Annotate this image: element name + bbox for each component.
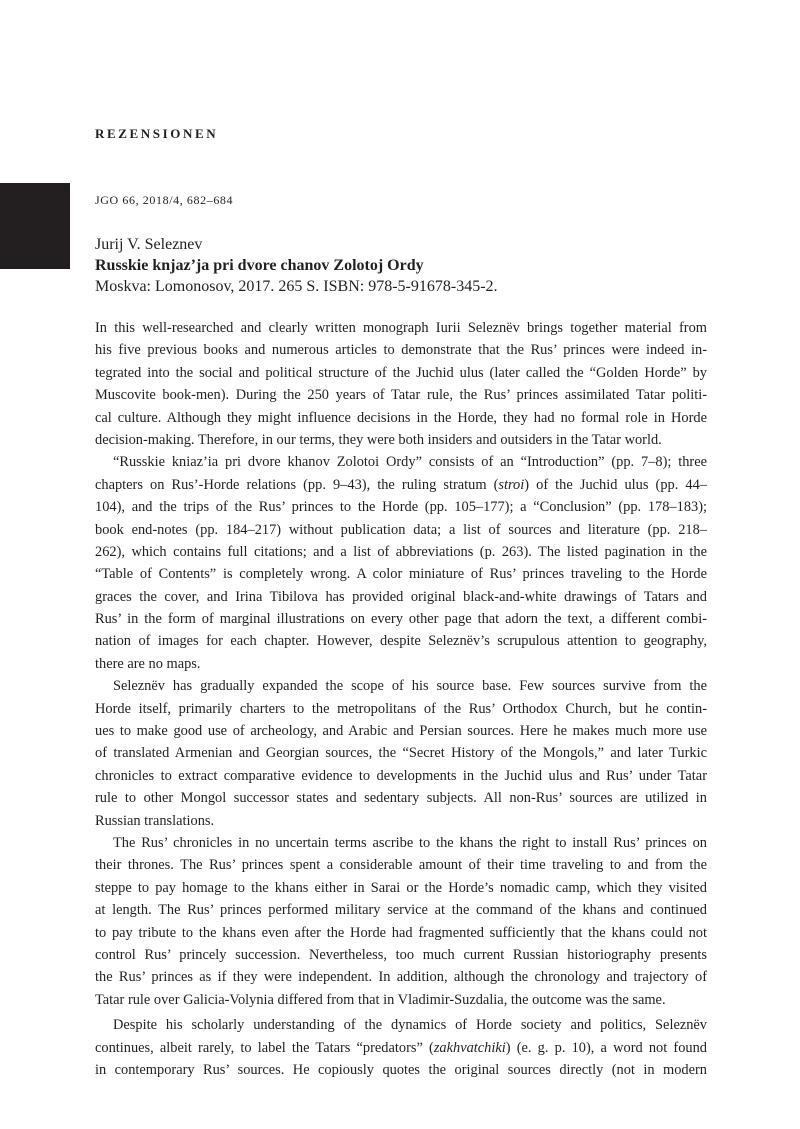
text-line: chronicles to extract comparative evidence to developments in the Juchid ulus and Rus’ under Tatar <box>95 767 707 784</box>
italic-term: zakhvatchiki <box>433 1039 506 1056</box>
review-body <box>95 317 707 1081</box>
text-line: Despite his scholarly understanding of the dynamics of Horde society and politics, Seleznëv <box>113 1017 707 1034</box>
text-line: nation of images for each chapter. However, despite Seleznëv’s scrupulous attention to geography, <box>95 633 707 650</box>
text-line: in contemporary Rus’ sources. He copiously quotes the original sources directly (not in modern <box>95 1061 707 1078</box>
text-line: their thrones. The Rus’ princes spent a considerable amount of their time traveling to and from the <box>95 857 707 874</box>
text-line: cal culture. Although they might influence decisions in the Horde, they had no formal role in Horde <box>95 409 707 426</box>
text-line <box>95 1037 707 1059</box>
book-citation <box>95 234 498 297</box>
text-line: rule to other Mongol successor states and sedentary subjects. All non-Rus’ sources are utilized in <box>95 790 707 807</box>
paragraph-2 <box>95 451 707 675</box>
text-line: In this well-researched and clearly written monograph Iurii Seleznëv brings together material from <box>95 320 707 336</box>
italic-term: stroi <box>498 476 525 493</box>
text-line: 104), and the trips of the Rus’ princes to the Horde (pp. 105–177); a “Conclusion” (pp. 178–183); <box>95 499 707 516</box>
text-line: The Rus’ chronicles in no uncertain terms ascribe to the khans the right to install Rus’ princes on <box>113 834 707 851</box>
text-line: at length. The Rus’ princes performed military service at the command of the khans and continued <box>95 902 707 919</box>
book-author: Jurij V. Seleznev <box>95 236 203 253</box>
text-line: book end-notes (pp. 184–217) without publication data; a list of sources and literature (pp. 218– <box>95 521 707 538</box>
text-line <box>95 474 707 496</box>
text-line: Muscovite book-men). During the 250 years of Tatar rule, the Rus’ princes assimilated Tatar politi- <box>95 387 707 404</box>
text-line: Seleznëv has gradually expanded the scope of his source base. Few sources survive from the <box>113 678 707 695</box>
text-line: his five previous books and numerous articles to demonstrate that the Rus’ princes were indeed in- <box>95 342 707 359</box>
book-title: Russkie knjaz’ja pri dvore chanov Zolotoj Ordy <box>95 257 424 274</box>
text-line: ues to make good use of archeology, and Arabic and Persian sources. Here he makes much more use <box>95 723 707 740</box>
journal-reference: JGO 66, 2018/4, 682–684 <box>95 193 234 207</box>
text-line: tegrated into the social and political structure of the Juchid ulus (later called the “Golden Horde” by <box>95 364 707 381</box>
text-line: there are no maps. <box>95 655 201 672</box>
text-run: ) of the Juchid ulus (pp. 44– <box>524 476 707 493</box>
text-line: Tatar rule over Galicia-Volynia differed from that in Vladimir-Suzdalia, the outcome was the same. <box>95 991 666 1008</box>
text-line: to pay tribute to the khans even after the Horde had fragmented sufficiently that the khans could not <box>95 924 707 941</box>
margin-thumb-tab <box>0 183 70 269</box>
text-run: chapters on Rus’-Horde relations (pp. 9–43), the ruling stratum ( <box>95 476 499 493</box>
text-line: “Table of Contents” is completely wrong. A color miniature of Rus’ princes traveling to the Horde <box>95 566 707 583</box>
paragraph-5 <box>95 1014 707 1081</box>
text-line: 262), which contains full citations; and a list of abbreviations (p. 263). The listed pagination in the <box>95 543 707 560</box>
paragraph-1 <box>95 317 707 451</box>
text-line: steppe to pay homage to the khans either in Sarai or the Horde’s nomadic camp, which they visited <box>95 879 707 896</box>
text-run: continues, albeit rarely, to label the Tatars “predators” ( <box>95 1039 434 1056</box>
text-line: “Russkie kniaz’ia pri dvore khanov Zolotoi Ordy” consists of an “Introduction” (pp. 7–8); three <box>113 454 707 471</box>
text-line: Russian translations. <box>95 812 215 829</box>
text-line: the Rus’ princes as if they were independent. In addition, although the chronology and trajectory of <box>95 969 707 986</box>
text-line: control Rus’ princely succession. Nevertheless, too much current Russian historiography presents <box>95 946 707 963</box>
book-imprint: Moskva: Lomonosov, 2017. 265 S. ISBN: 978-5-91678-345-2. <box>95 278 498 295</box>
text-line: graces the cover, and Irina Tibilova has provided original black-and-white drawings of Tatars and <box>95 588 707 605</box>
text-run: ) (e. g. p. 10), a word not found <box>505 1039 707 1056</box>
text-line: of translated Armenian and Georgian sources, the “Secret History of the Mongols,” and later Turkic <box>95 745 707 762</box>
text-line: decision-making. Therefore, in our terms, they were both insiders and outsiders in the Tatar world. <box>95 431 662 448</box>
text-line: Horde itself, primarily charters to the metropolitans of the Rus’ Orthodox Church, but he contin- <box>95 700 707 717</box>
paragraph-3 <box>95 675 707 832</box>
paragraph-4 <box>95 832 707 1011</box>
section-heading: REZENSIONEN <box>95 126 219 141</box>
text-line: Rus’ in the form of marginal illustrations on every other page that adorn the text, a different combi- <box>95 611 707 628</box>
